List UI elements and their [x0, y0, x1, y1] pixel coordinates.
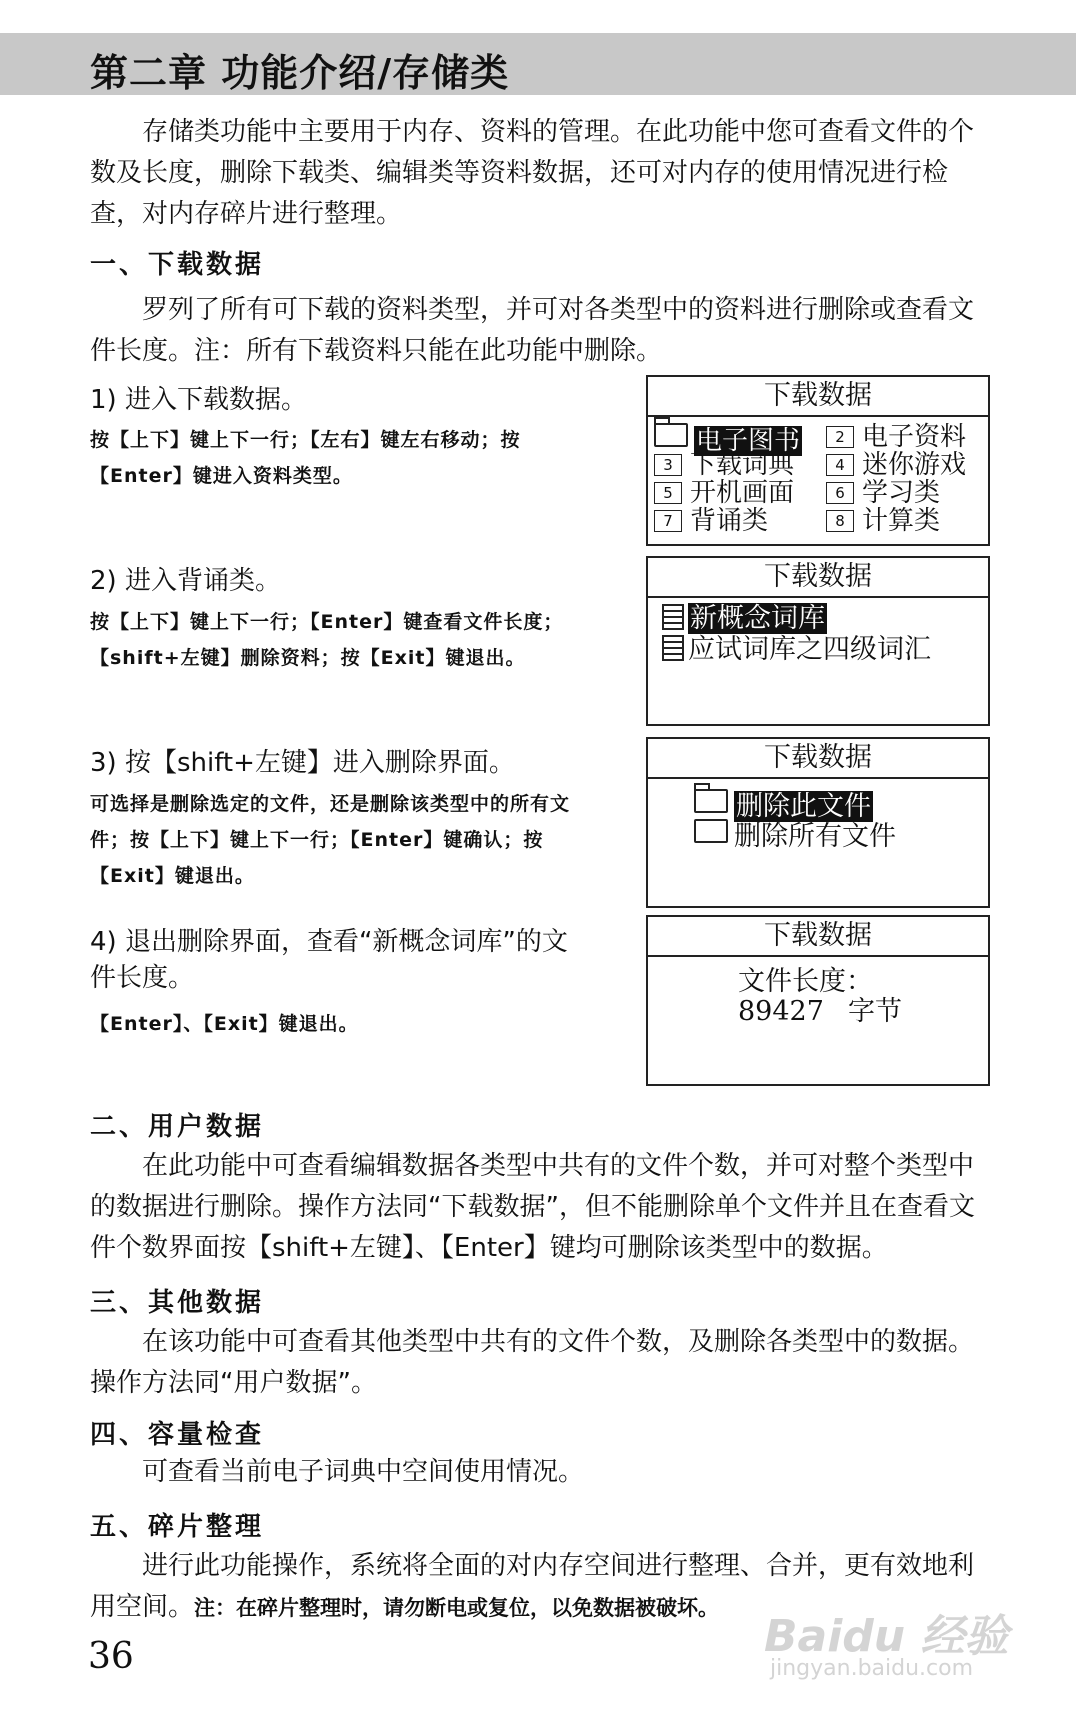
screen-delete-options: [646, 737, 990, 908]
number-box-icon: 4: [826, 454, 854, 476]
section1-body: 罗列了所有可下载的资料类型，并可对各类型中的资料进行删除或查看文件长度。注：所有下载资料只能在此功能中删除。: [90, 295, 975, 366]
section4-heading: 四、容量检查: [90, 1420, 265, 1450]
category-item-1[interactable]: 电子图书: [654, 423, 802, 455]
category-item-2[interactable]: 2 电子资料: [826, 423, 966, 451]
category-grid: [648, 417, 988, 537]
category-item-3[interactable]: 3 下载词典: [654, 451, 794, 479]
screen-file-length: [646, 915, 990, 1086]
screen-title: 下载数据: [648, 917, 988, 957]
chapter-title: 第二章 功能介绍/存储类: [90, 51, 510, 95]
number-box-icon: 5: [654, 482, 682, 504]
number-box-icon: 7: [654, 510, 682, 532]
folder-icon: [694, 819, 728, 843]
category-item-7[interactable]: 7 背诵类: [654, 507, 768, 535]
screen-title: 下载数据: [648, 377, 988, 417]
category-item-6[interactable]: 6 学习类: [826, 479, 940, 507]
intro-paragraph: 存储类功能中主要用于内存、资料的管理。在此功能中您可查看文件的个数及长度，删除下载类、编辑类等资料数据，还可对内存的使用情况进行检查，对内存碎片进行整理。: [90, 117, 975, 229]
screen-download-categories: [646, 375, 990, 546]
baidu-watermark-url: jingyan.baidu.com: [770, 1656, 974, 1681]
step4-title: 4) 退出删除界面，查看“新概念词库”的文件长度。: [90, 927, 568, 993]
section2-body: 在此功能中可查看编辑数据各类型中共有的文件个数，并可对整个类型中的数据进行删除。操作方法同“下载数据”，但不能删除单个文件并且在查看文件个数界面按【shift+左键】、【Enter】键均可删除该类型中的数据。: [90, 1151, 975, 1263]
open-folder-icon: [694, 789, 728, 813]
step2-desc: 按【上下】键上下一行；【Enter】键查看文件长度；【shift+左键】删除资料；按【Exit】键退出。: [90, 611, 564, 669]
screen-title: 下载数据: [648, 739, 988, 779]
number-box-icon: 2: [826, 426, 854, 448]
section3-heading: 三、其他数据: [90, 1288, 265, 1318]
file-length-unit: 字节: [848, 996, 902, 1027]
section2-heading: 二、用户数据: [90, 1112, 265, 1142]
section5-body: 进行此功能操作，系统将全面的对内存空间进行整理、合并，更有效地利用空间。注：在碎片整理时，请勿断电或复位，以免数据被破坏。: [90, 1551, 975, 1622]
delete-this-file-option[interactable]: 删除此文件: [694, 789, 873, 822]
number-box-icon: 8: [826, 510, 854, 532]
section4-body: 可查看当前电子词典中空间使用情况。: [142, 1457, 585, 1487]
step1-title: 1) 进入下载数据。: [90, 385, 307, 415]
step3-desc: 可选择是删除选定的文件，还是删除该类型中的所有文件；按【上下】键上下一行；【Enter】键确认；按【Exit】键退出。: [90, 793, 571, 887]
step3-title: 3) 按【shift+左键】进入删除界面。: [90, 748, 515, 778]
step1-desc: 按【上下】键上下一行；【左右】键左右移动；按【Enter】键进入资料类型。: [90, 429, 521, 487]
page-number: 36: [88, 1636, 134, 1677]
category-item-4[interactable]: 4 迷你游戏: [826, 451, 966, 479]
step2-title: 2) 进入背诵类。: [90, 566, 281, 596]
document-icon: [662, 635, 684, 661]
screen-recite-list: [646, 556, 990, 726]
step4-desc: 【Enter】、【Exit】键退出。: [90, 1013, 359, 1035]
file-length-value: 89427: [738, 996, 824, 1027]
screen-title: 下载数据: [648, 558, 988, 598]
open-folder-icon: [654, 423, 688, 447]
section3-body: 在该功能中可查看其他类型中共有的文件个数，及删除各类型中的数据。操作方法同“用户数据”。: [90, 1327, 975, 1398]
list-item[interactable]: 新概念词库: [662, 604, 827, 634]
file-length-label: 文件长度：: [738, 966, 873, 997]
category-item-8[interactable]: 8 计算类: [826, 507, 940, 535]
category-item-5[interactable]: 5 开机画面: [654, 479, 794, 507]
section5-heading: 五、碎片整理: [90, 1512, 265, 1542]
number-box-icon: 3: [654, 454, 682, 476]
section1-heading: 一、下载数据: [90, 250, 265, 280]
number-box-icon: 6: [826, 482, 854, 504]
document-icon: [662, 604, 684, 630]
list-item[interactable]: 应试词库之四级词汇: [662, 635, 931, 665]
baidu-watermark-logo: Baidu 经验: [764, 1611, 1009, 1662]
delete-all-files-option[interactable]: 删除所有文件: [694, 819, 896, 852]
section5-note: 注：在碎片整理时，请勿断电或复位，以免数据被破坏。: [194, 1596, 720, 1620]
